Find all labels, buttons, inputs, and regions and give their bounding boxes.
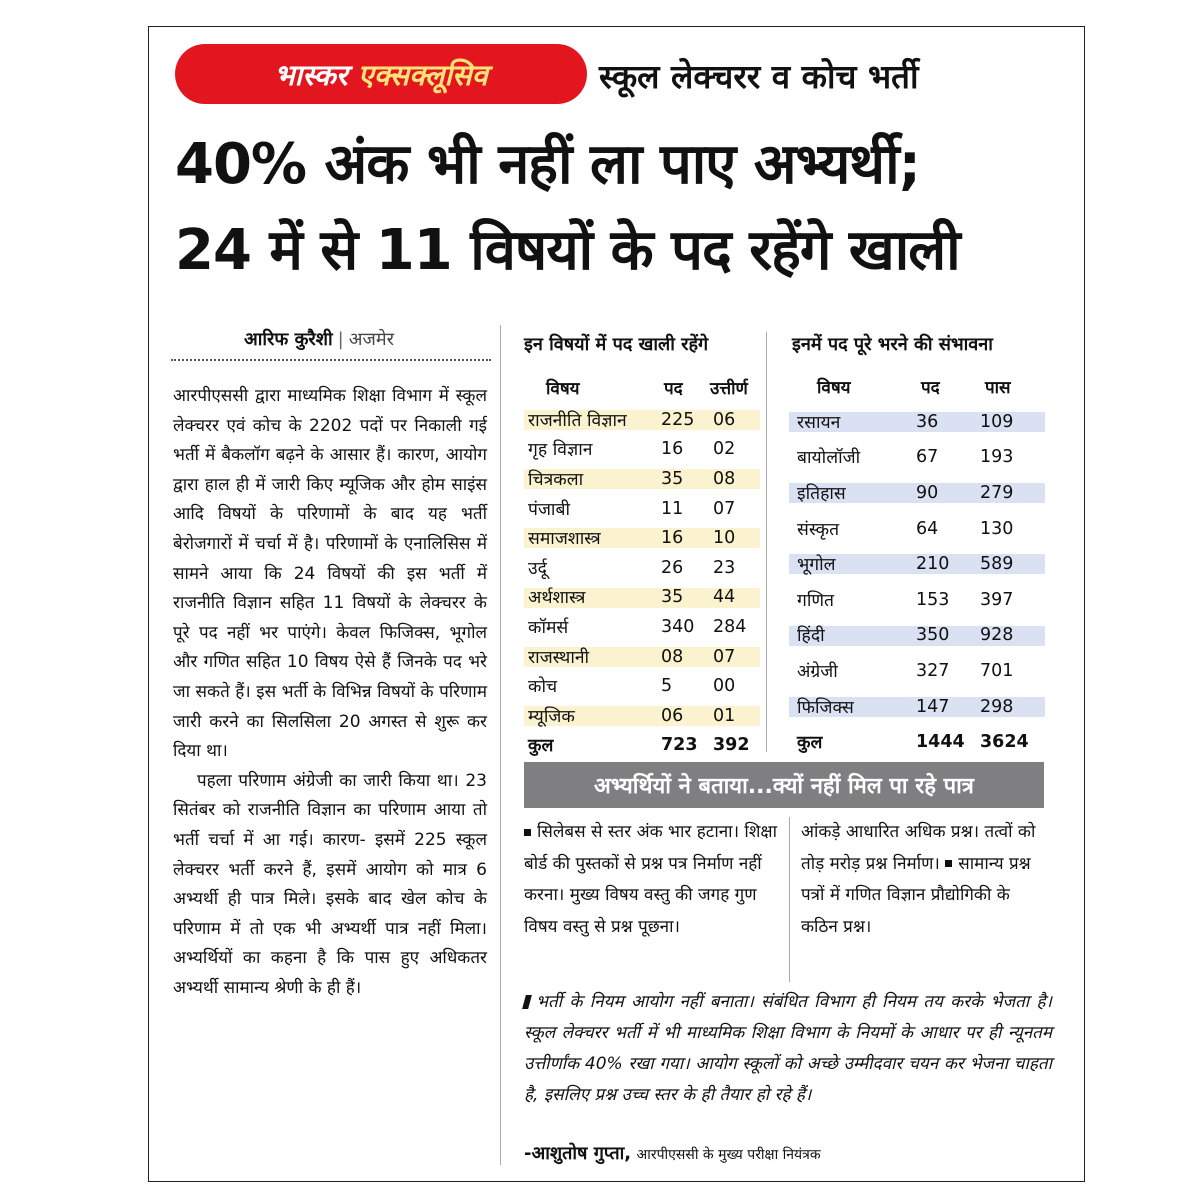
table-header-cell: पद — [664, 378, 683, 399]
news-clipping — [148, 26, 1085, 1182]
table-cell-posts: 16 — [661, 528, 684, 549]
quote-mark-icon — [522, 995, 532, 1009]
reason-right-text-a: आंकड़े आधारित अधिक प्रश्न। तत्वों को तोड़ मरोड़ प्रश्न निर्माण। — [801, 822, 1036, 874]
table-row — [524, 701, 762, 731]
table-row — [524, 405, 762, 435]
table-total-row — [789, 724, 1049, 760]
article-body — [173, 382, 487, 1003]
reasons-right-column — [801, 817, 1051, 943]
official-quote — [524, 987, 1052, 1111]
table-header-cell: उत्तीर्ण — [710, 378, 748, 399]
table-row — [524, 583, 762, 613]
table-cell-posts: 147 — [916, 696, 950, 717]
table-cell-passed: 02 — [713, 439, 736, 460]
table-cell-subject: हिंदी — [797, 626, 825, 647]
table-cell-subject: चित्रकला — [528, 469, 584, 490]
article-paragraph-2: पहला परिणाम अंग्रेजी का जारी किया था। 23 सितंबर को राजनीति विज्ञान का परिणाम आया तो भर्ती चर्चा में आ गई। कारण- इसमें 225 स्कूल लेक्चरर भर्ती करने हैं, इसमें आयोग को मात्र 6 अभ्यर्थी ही पात्र मिले। इसके बाद खेल कोच के परिणाम में तो एक भी अभ्यर्थी पात्र नहीं मिला। अभ्यर्थियों का कहना है कि पास हुए अधिकतर अभ्यर्थी सामान्य श्रेणी के ही हैं। — [173, 770, 487, 998]
table-cell-posts: 06 — [661, 705, 684, 726]
exclusive-badge — [175, 44, 587, 104]
table-cell-posts: 35 — [661, 468, 684, 489]
table-cell-posts: 210 — [916, 554, 950, 575]
table-cell-passed: 44 — [713, 587, 736, 608]
byline-author: आरिफ कुरैशी — [244, 329, 333, 350]
badge-label: एक्सक्लूसिव — [357, 57, 488, 92]
table-cell-posts: 26 — [661, 557, 684, 578]
square-bullet-icon — [945, 860, 952, 867]
reason-left-text: सिलेबस से स्तर अंक भार हटाना। शिक्षा बोर्ड की पुस्तकों से प्रश्न पत्र निर्माण नहीं करना। मुख्य विषय वस्तु की जगह गुण विषय वस्तु से प्रश्न पूछना। — [524, 822, 777, 937]
kicker-text: स्कूल लेक्चरर व कोच भर्ती — [599, 56, 919, 96]
table-cell-passed: 279 — [980, 482, 1014, 503]
table-cell-subject: राजनीति विज्ञान — [528, 410, 627, 431]
reasons-left-column — [524, 817, 782, 943]
square-bullet-icon — [524, 829, 531, 836]
table-cell-posts: 64 — [916, 518, 939, 539]
table-row — [524, 494, 762, 524]
article-paragraph-1: आरपीएससी द्वारा माध्यमिक शिक्षा विभाग में स्कूल लेक्चरर एवं कोच के 2202 पदों पर निकाली गई भर्ती में बैकलॉग बढ़ने के आसार हैं। कारण, आयोग द्वारा हाल ही में जारी किए म्यूजिक और होम साइंस आदि विषयों के परिणामों के बाद यह भर्ती बेरोजगारों में चर्चा में है। परिणामों के एनालिसिस में सामने आया कि 24 विषयों की इस भर्ती में राजनीति विज्ञान सहित 11 विषयों के लेक्चरर के पूरे पद नहीं भर पाएंगे। केवल फिजिक्स, भूगोल और गणित सहित 10 विषय ऐसे हैं जिनके पद भरे जा सकते हैं। इस भर्ती के विभिन्न विषयों के परिणाम जारी करने का सिलसिला 20 अगस्त से शुरू कर दिया था। — [173, 386, 487, 762]
table-cell-subject: कुल — [528, 736, 554, 757]
table-cell-subject: समाजशास्त्र — [528, 529, 601, 550]
table-cell-passed: 589 — [980, 554, 1014, 575]
table-cell-subject: म्यूजिक — [528, 706, 575, 727]
table-row — [524, 523, 762, 553]
table-row — [524, 553, 762, 583]
table-cell-passed: 10 — [713, 528, 736, 549]
table-cell-passed: 06 — [713, 409, 736, 430]
table-cell-passed: 01 — [713, 705, 736, 726]
table-row — [524, 671, 762, 701]
table-cell-passed: 07 — [713, 498, 736, 519]
table-cell-subject: फिजिक्स — [797, 697, 854, 718]
table-cell-passed: 193 — [980, 447, 1014, 468]
table-cell-subject: भूगोल — [797, 555, 836, 576]
table-cell-subject: उर्दू — [528, 558, 547, 579]
table-cell-posts: 11 — [661, 498, 684, 519]
table-header-cell: विषय — [817, 378, 851, 398]
vacant-posts-table — [524, 369, 762, 760]
table-total-row — [524, 731, 762, 761]
column-divider — [500, 325, 501, 1165]
table-header-cell: पद — [921, 378, 940, 398]
table-header-row — [524, 369, 762, 405]
table-row — [789, 440, 1049, 476]
headline-line-1: 40% अंक भी नहीं ला पाए अभ्यर्थी; — [175, 132, 920, 197]
table-cell-passed: 130 — [980, 518, 1014, 539]
table-cell-posts: 153 — [916, 589, 950, 610]
table-row — [524, 435, 762, 465]
table-cell-subject: कोच — [528, 677, 558, 698]
table-cell-posts: 36 — [916, 411, 939, 432]
table-row — [789, 475, 1049, 511]
table-cell-subject: संस्कृत — [797, 519, 840, 540]
table-row — [789, 653, 1049, 689]
table-cell-posts: 35 — [661, 587, 684, 608]
table-cell-passed: 00 — [713, 676, 736, 697]
table-cell-posts: 340 — [661, 616, 695, 637]
table-row — [789, 546, 1049, 582]
table-row — [789, 689, 1049, 725]
table-cell-passed: 3624 — [980, 732, 1029, 753]
reasons-banner: अभ्यर्थियों ने बताया...क्यों नहीं मिल पा रहे पात्र — [524, 762, 1044, 808]
byline — [244, 327, 394, 351]
quote-role: आरपीएससी के मुख्य परीक्षा नियंत्रक — [636, 1147, 821, 1163]
table-cell-posts: 67 — [916, 447, 939, 468]
table-row — [789, 582, 1049, 618]
table-cell-subject: गणित — [797, 590, 835, 611]
table-cell-subject: अंग्रेजी — [797, 661, 838, 682]
vacant-table-title: इन विषयों में पद खाली रहेंगे — [524, 334, 709, 355]
table-cell-posts: 5 — [661, 676, 673, 697]
filled-table-title: इनमें पद पूरे भरने की संभावना — [792, 334, 993, 355]
byline-place: अजमेर — [348, 329, 394, 350]
table-cell-posts: 225 — [661, 409, 695, 430]
table-header-cell: पास — [985, 378, 1011, 398]
table-cell-subject: कुल — [797, 733, 823, 754]
table-cell-passed: 08 — [713, 468, 736, 489]
reasons-divider — [789, 817, 790, 982]
table-cell-subject: बायोलॉजी — [797, 448, 861, 469]
table-cell-passed: 701 — [980, 660, 1014, 681]
badge-brand: भास्कर — [274, 57, 348, 92]
table-cell-passed: 397 — [980, 589, 1014, 610]
table-header-cell: विषय — [546, 378, 580, 399]
table-cell-subject: इतिहास — [797, 483, 846, 504]
table-header-row — [789, 369, 1049, 404]
byline-divider — [171, 359, 491, 361]
table-cell-passed: 109 — [980, 411, 1014, 432]
byline-separator: | — [337, 329, 344, 350]
quote-text: भर्ती के नियम आयोग नहीं बनाता। संबंधित विभाग ही नियम तय करके भेजता है। स्कूल लेक्चरर भर्ती में भी माध्यमिक शिक्षा विभाग के नियमों के आधार पर ही न्यूनतम उत्तीर्णांक 40% रखा गया। आयोग स्कूलों को अच्छे उम्मीदवार चयन कर भेजना चाहता है, इसलिए प्रश्न उच्च स्तर के ही तैयार हो रहे हैं। — [524, 992, 1052, 1105]
table-cell-passed: 284 — [713, 616, 747, 637]
table-row — [789, 511, 1049, 547]
table-row — [789, 618, 1049, 654]
table-row — [789, 404, 1049, 440]
table-divider — [766, 332, 767, 752]
table-cell-posts: 16 — [661, 439, 684, 460]
table-cell-passed: 07 — [713, 646, 736, 667]
table-cell-posts: 327 — [916, 660, 950, 681]
table-row — [524, 642, 762, 672]
table-cell-passed: 298 — [980, 696, 1014, 717]
table-cell-posts: 90 — [916, 482, 939, 503]
table-cell-passed: 928 — [980, 625, 1014, 646]
table-cell-posts: 350 — [916, 625, 950, 646]
quote-name: -आशुतोष गुप्ता, — [524, 1143, 632, 1164]
reason-right-text-b: सामान्य प्रश्न पत्रों में गणित विज्ञान प्रौद्योगिकी के कठिन प्रश्न। — [801, 853, 1031, 937]
table-cell-posts: 08 — [661, 646, 684, 667]
table-row — [524, 464, 762, 494]
quote-attribution — [524, 1141, 821, 1165]
table-cell-posts: 723 — [661, 735, 698, 756]
table-row — [524, 612, 762, 642]
table-cell-posts: 1444 — [916, 732, 965, 753]
table-cell-passed: 23 — [713, 557, 736, 578]
headline-line-2: 24 में से 11 विषयों के पद रहेंगे खाली — [175, 218, 960, 283]
table-cell-subject: पंजाबी — [528, 499, 570, 520]
table-cell-subject: कॉमर्स — [528, 617, 569, 638]
table-cell-subject: अर्थशास्त्र — [528, 588, 586, 609]
table-cell-subject: गृह विज्ञान — [528, 440, 593, 461]
table-cell-subject: रसायन — [797, 412, 841, 433]
table-cell-subject: राजस्थानी — [528, 647, 590, 668]
table-cell-passed: 392 — [713, 735, 750, 756]
filled-posts-table — [789, 369, 1049, 760]
